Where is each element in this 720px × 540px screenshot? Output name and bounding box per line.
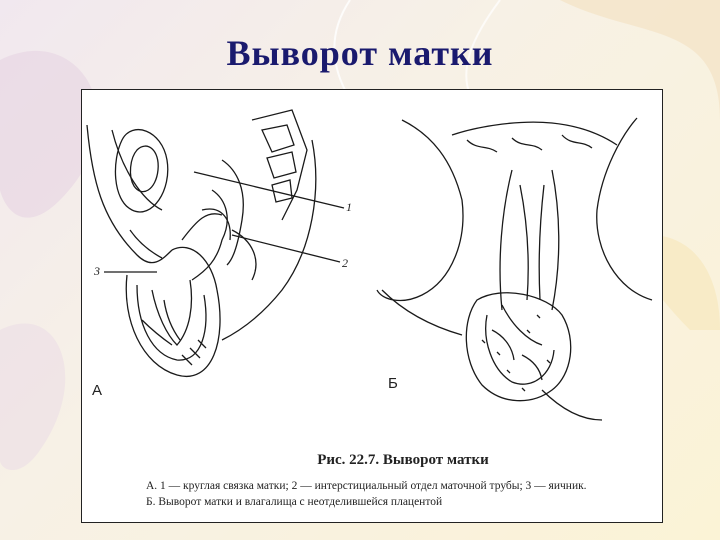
anatomical-illustration	[82, 90, 663, 450]
callout-number-1: 1	[346, 200, 352, 214]
figure-caption-title: Рис. 22.7. Выворот матки	[317, 452, 489, 468]
slide-title: Выворот матки	[226, 33, 494, 73]
callout-number-3: 3	[94, 264, 100, 278]
figure-frame	[81, 89, 663, 523]
panel-label-b: Б	[388, 375, 398, 392]
figure-caption-line-2: Б. Выворот матки и влагалища с неотделившейся плацентой	[146, 496, 443, 508]
illustration-panel-a	[87, 110, 344, 376]
figure-caption-line-1: А. 1 — круглая связка матки; 2 — интерстициальный отдел маточной трубы; 3 — яичник.	[146, 480, 587, 492]
illustration-panel-b	[377, 118, 652, 420]
callout-number-2: 2	[342, 256, 348, 270]
panel-label-a: А	[92, 382, 103, 399]
